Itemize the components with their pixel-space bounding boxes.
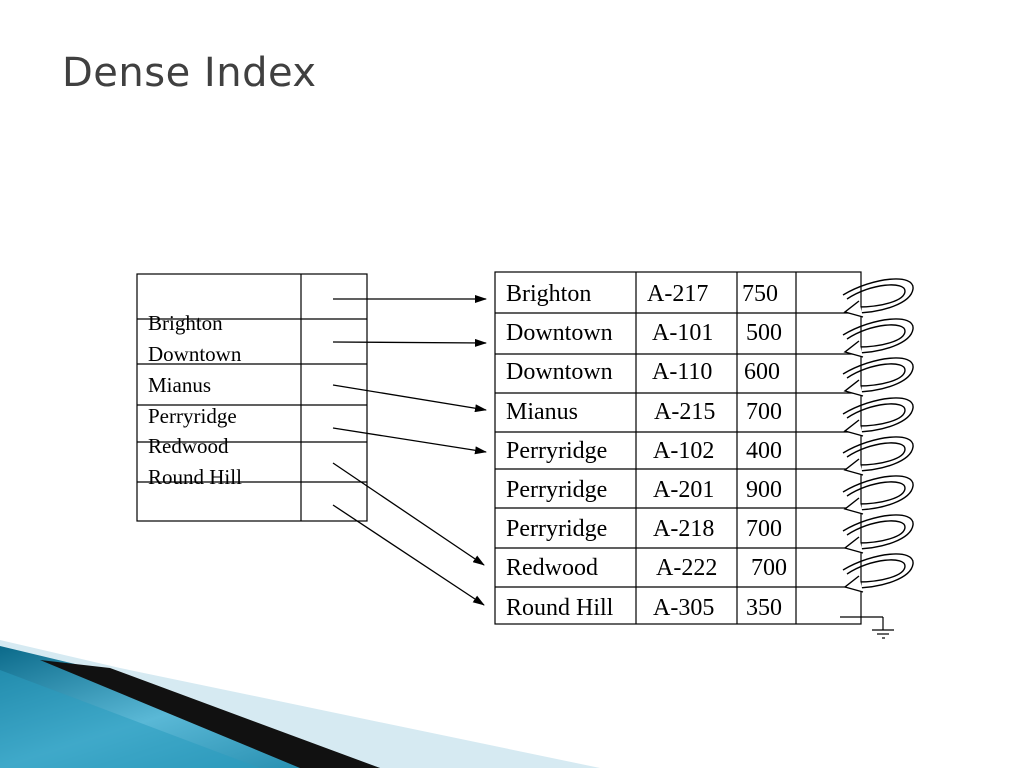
index-entry-brighton: Brighton bbox=[148, 311, 223, 335]
record-3-branch: Mianus bbox=[506, 399, 578, 425]
record-4-account: A-102 bbox=[653, 438, 715, 464]
record-table bbox=[495, 272, 861, 624]
record-4-balance: 400 bbox=[746, 438, 782, 464]
chain-arrow-2 bbox=[843, 358, 913, 396]
index-entry-downtown: Downtown bbox=[148, 342, 242, 366]
record-2-branch: Downtown bbox=[506, 359, 613, 385]
record-5-balance: 900 bbox=[746, 477, 782, 503]
chain-arrow-6 bbox=[843, 515, 913, 553]
record-0-branch: Brighton bbox=[506, 281, 592, 307]
footer-decoration bbox=[0, 640, 1024, 768]
record-1-balance: 500 bbox=[746, 320, 782, 346]
record-1-branch: Downtown bbox=[506, 320, 613, 346]
record-2-balance: 600 bbox=[744, 359, 780, 385]
index-box bbox=[137, 274, 367, 521]
record-0-account: A-217 bbox=[647, 281, 709, 307]
pointer-arrow-mianus bbox=[333, 385, 486, 410]
record-1-account: A-101 bbox=[652, 320, 714, 346]
record-3-balance: 700 bbox=[746, 399, 782, 425]
chain-arrow-0 bbox=[843, 279, 913, 317]
record-4-branch: Perryridge bbox=[506, 438, 608, 464]
index-entry-round-hill: Round Hill bbox=[148, 465, 242, 489]
index-entry-perryridge: Perryridge bbox=[148, 404, 237, 428]
record-5-account: A-201 bbox=[653, 477, 715, 503]
chain-arrow-1 bbox=[843, 319, 913, 357]
record-8-account: A-305 bbox=[653, 595, 715, 621]
chain-arrow-7 bbox=[843, 554, 913, 592]
record-0-balance: 750 bbox=[742, 281, 778, 307]
chain-arrow-4 bbox=[843, 437, 913, 475]
record-6-branch: Perryridge bbox=[506, 516, 608, 542]
record-7-branch: Redwood bbox=[506, 555, 598, 581]
record-3-account: A-215 bbox=[654, 399, 716, 425]
record-5-branch: Perryridge bbox=[506, 477, 608, 503]
record-6-account: A-218 bbox=[653, 516, 715, 542]
record-2-account: A-110 bbox=[652, 359, 713, 385]
chain-arrow-3 bbox=[843, 398, 913, 436]
record-7-account: A-222 bbox=[656, 555, 718, 581]
null-terminator-icon bbox=[840, 617, 894, 638]
pointer-arrow-redwood bbox=[333, 463, 484, 565]
record-8-branch: Round Hill bbox=[506, 595, 614, 621]
pointer-arrow-round-hill bbox=[333, 505, 484, 605]
pointer-arrow-perryridge bbox=[333, 428, 486, 452]
pointer-arrow-downtown bbox=[333, 342, 486, 343]
index-entry-mianus: Mianus bbox=[148, 373, 211, 397]
record-6-balance: 700 bbox=[746, 516, 782, 542]
chain-arrow-5 bbox=[843, 476, 913, 514]
index-entry-redwood: Redwood bbox=[148, 434, 229, 458]
record-8-balance: 350 bbox=[746, 595, 782, 621]
record-7-balance: 700 bbox=[751, 555, 787, 581]
slide-title: Dense Index bbox=[62, 50, 317, 96]
